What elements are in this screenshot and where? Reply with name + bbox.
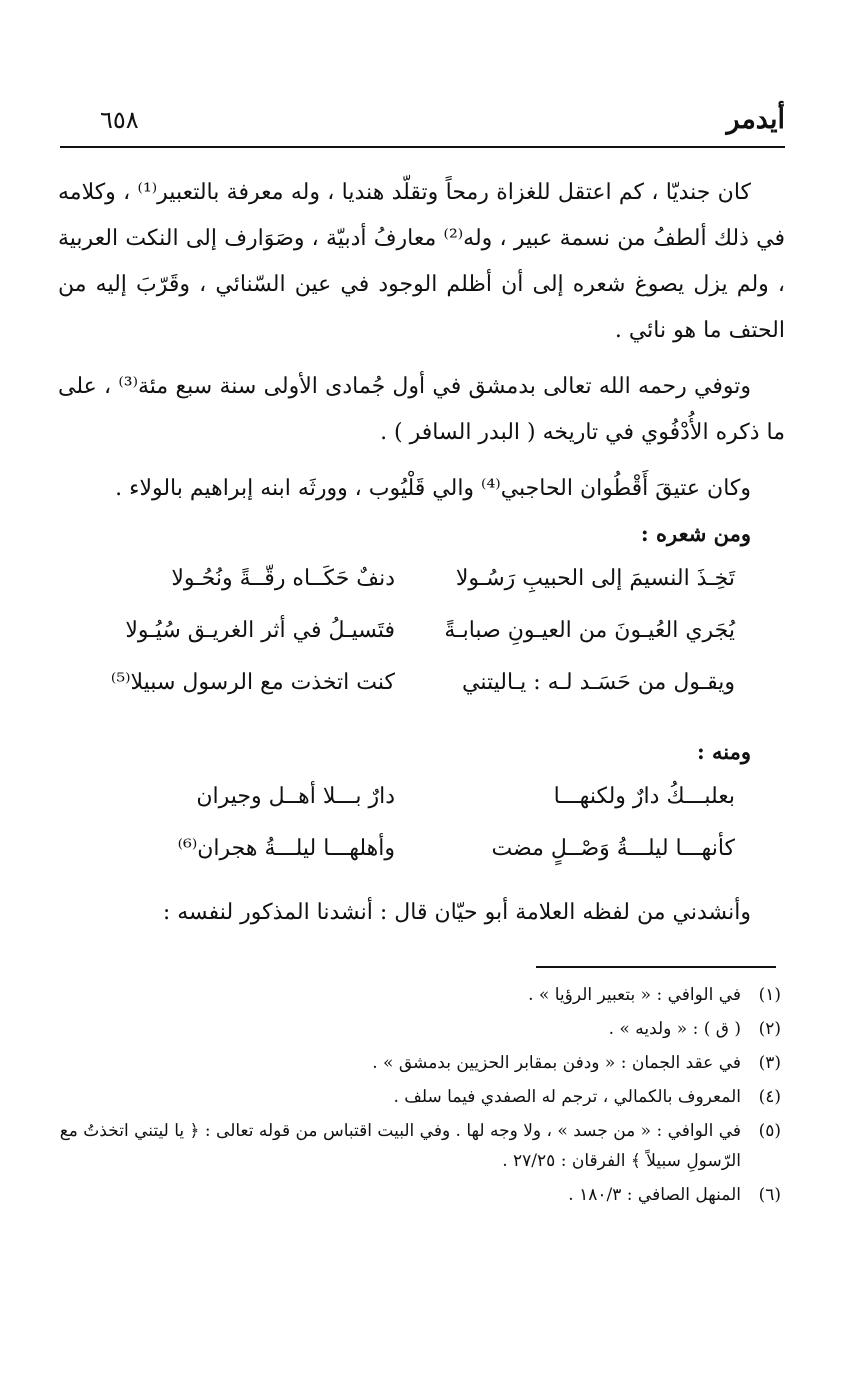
footnote — [40, 1116, 785, 1176]
footnote-text: المنهل الصافي : ١٨٠/٣ . — [568, 1185, 741, 1205]
footnote-number: (٢) — [758, 1019, 781, 1039]
footnotes — [40, 980, 785, 1214]
page-number: ٦٥٨ — [100, 106, 139, 134]
verse-second-hemistich: فتَسيـلُ في أثر الغريـق سُيُـولا — [125, 618, 395, 643]
verse-first-hemistich: تَخِـذَ النسيمَ إلى الحبيبِ رَسُـولا — [455, 566, 735, 591]
footnote-number: (٥) — [758, 1121, 781, 1141]
verse-first-hemistich: ويقـول من حَسَـد لـه : يـاليتني — [462, 670, 735, 695]
footnote — [40, 980, 785, 1010]
footnote-number: (٣) — [758, 1053, 781, 1073]
closing-line: وأنشدني من لفظه العلامة أبو حيّان قال : أنشدنا المذكور لنفسه : — [162, 900, 751, 925]
footnote — [40, 1180, 785, 1210]
footnote-text: في عقد الجمان : « ودفن بمقابر الحزيين بدمشق » . — [372, 1053, 741, 1073]
verse-second-hemistich: دنفٌ حَكَــاه رقّــةً ونُحُـولا — [171, 566, 395, 591]
footnote-text: المعروف بالكمالي ، ترجم له الصفدي فيما سلف . — [393, 1087, 741, 1107]
main-text — [58, 170, 785, 936]
verse-second-hemistich: دارٌ بـــلا أهــل وجيران — [196, 784, 395, 809]
verse-line — [58, 556, 785, 608]
poem-label: ومنه : — [696, 739, 751, 764]
verse-first-hemistich: بعلبـــكُ دارٌ ولكنهـــا — [553, 784, 735, 809]
footnote-text: ( ق ) : « ولديه » . — [608, 1019, 741, 1039]
footnote-number: (٤) — [758, 1087, 781, 1107]
verse-line — [58, 774, 785, 826]
header-divider — [60, 146, 785, 148]
verse-line — [58, 826, 785, 878]
verse-second-hemistich: وأهلهـــا ليلـــةُ هجران⁽⁶⁾ — [177, 836, 395, 861]
poem — [58, 774, 785, 878]
paragraph: وتوفي رحمه الله تعالى بدمشق في أول جُمادى الأولى سنة سبع مئة⁽³⁾ ، على ما ذكره الأُدْفُوي في تاريخه ( البدر السافر ) . — [58, 374, 785, 445]
footnote — [40, 1014, 785, 1044]
footnote-text: في الوافي : « بتعبير الرؤيا » . — [528, 985, 741, 1005]
page-header — [60, 98, 785, 142]
poem — [58, 556, 785, 712]
verse-line — [58, 660, 785, 712]
verse-first-hemistich: يُجَري العُيـونَ من العيـونِ صبابـةً — [444, 618, 735, 643]
verse-first-hemistich: كأنهـــا ليلـــةُ وَصْــلٍ مضت — [491, 836, 735, 861]
footnote — [40, 1048, 785, 1078]
paragraph: كان جنديّا ، كم اعتقل للغزاة رمحاً وتقلّد هنديا ، وله معرفة بالتعبير⁽¹⁾ ، وكلامه في ذلك ألطفُ من نسمة عبير ، وله⁽²⁾ معارفُ أدبيّة ، وصَوَارف إلى النكت العربية ، ولم يزل يصوغ شعره إلى أن أظلم الوجود في عين السّنائي ، وقَرّبَ إليه من الحتف ما هو نائي . — [58, 180, 785, 343]
footnote-number: (٦) — [758, 1185, 781, 1205]
paragraph: وكان عتيقَ أَقْطُوان الحاجبي⁽⁴⁾ والي قَلْيُوب ، وورثَه ابنه إبراهيم بالولاء . — [115, 476, 751, 501]
running-title: أيدمر — [726, 104, 785, 135]
footnote-number: (١) — [758, 985, 781, 1005]
footnote-text: في الوافي : « من جسد » ، ولا وجه لها . وفي البيت اقتباس من قوله تعالى : ﴿ يا ليتني اتخذتُ مع الرّسولِ سبيلاً ﴾ الفرقان : ٢٧/٢٥ . — [59, 1121, 741, 1171]
verse-second-hemistich: كنت اتخذت مع الرسول سبيلا⁽⁵⁾ — [110, 670, 395, 695]
verse-line — [58, 608, 785, 660]
footnote-divider — [536, 966, 776, 968]
footnote — [40, 1082, 785, 1112]
poem-label: ومن شعره : — [640, 521, 751, 546]
